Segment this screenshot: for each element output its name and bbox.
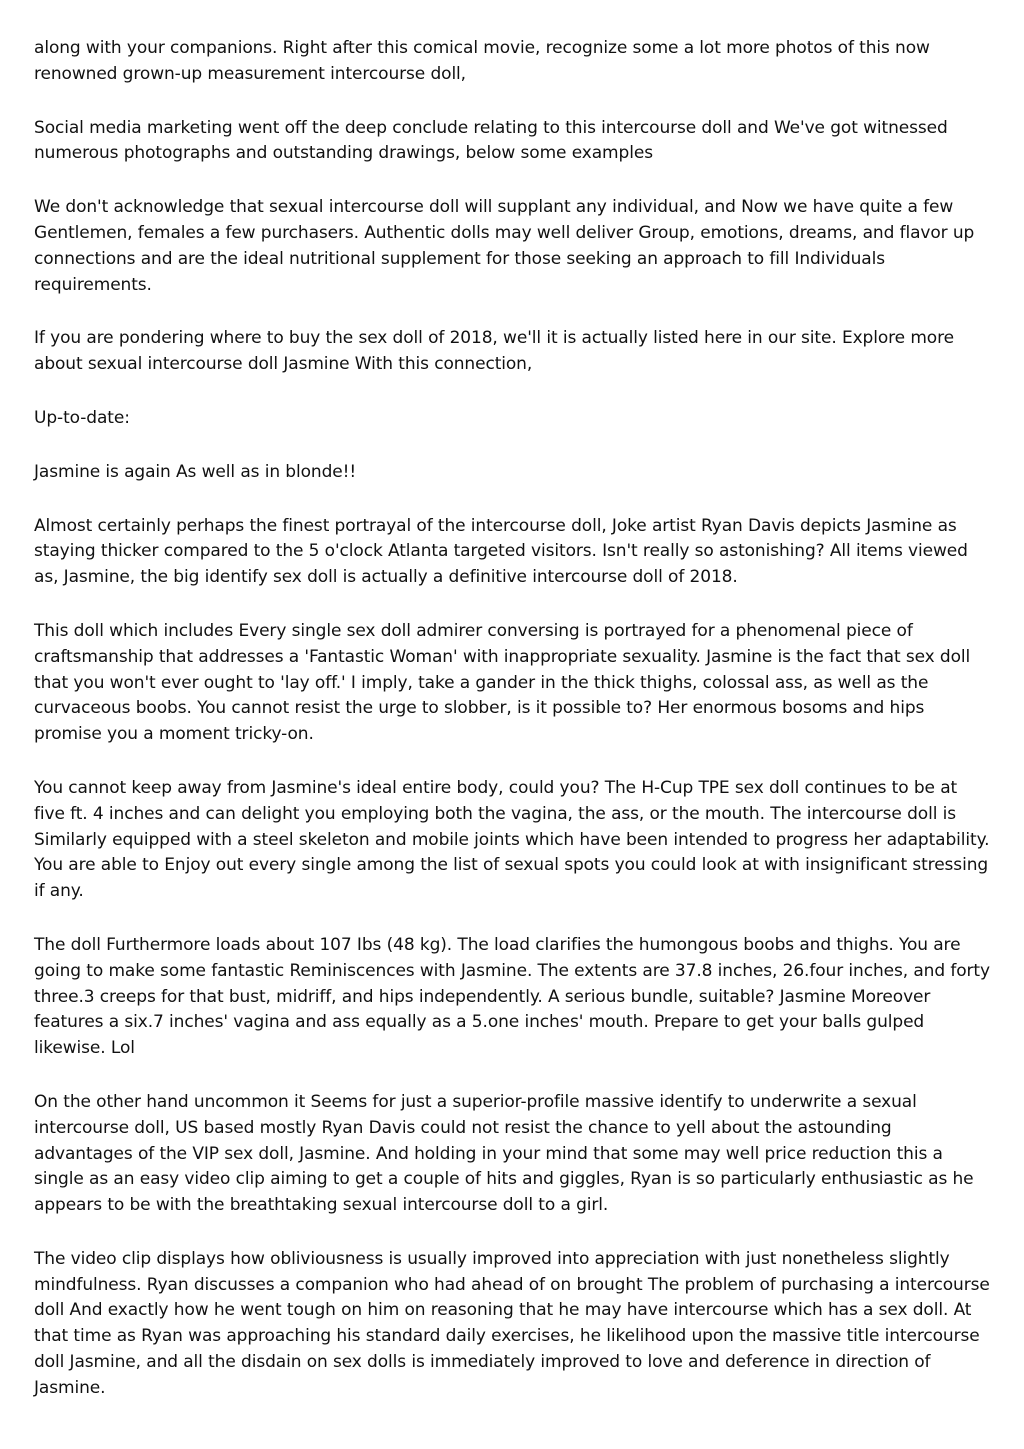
paragraph-7: Almost certainly perhaps the finest portrayal of the intercourse doll, Joke artist Ryan Davis depicts Jasmine as staying thicker compared to the 5 o'clock Atlanta targeted visitors. Isn't really so astonishing? All items viewed as, Jasmine, the big identify sex doll is actually a definitive intercourse doll of 2018. — [34, 515, 968, 588]
paragraph-4: If you are pondering where to buy the sex doll of 2018, we'll it is actually listed here in our site. Explore more about sexual intercourse doll Jasmine With this connection, — [34, 328, 954, 375]
paragraph-12: The video clip displays how obliviousness is usually improved into appreciation with just nonetheless slightly mindfulness. Ryan discusses a companion who had ahead of on brought The problem of purchasing a intercourse doll And exactly how he went tough on him on reasoning that he may have intercourse which has a sex doll. At that time as Ryan was approaching his standard daily exercises, he likelihood upon the massive title intercourse doll Jasmine, and all the disdain on sex dolls is immediately improved to love and deference in direction of Jasmine. — [34, 1248, 990, 1398]
paragraph-10: The doll Furthermore loads about 107 Ibs (48 kg). The load clarifies the humongous boobs and thighs. You are going to make some fantastic Reminiscences with Jasmine. The extents are 37.8 inches, 26.four inches, and forty three.3 creeps for that bust, midriff, and hips independently. A serious bundle, suitable? Jasmine Moreover features a six.7 inches' vagina and ass equally as a 5.one inches' mouth. Prepare to get your balls gulped likewise. Lol — [34, 934, 990, 1059]
paragraph-9: You cannot keep away from Jasmine's ideal entire body, could you? The H-Cup TPE sex doll continues to be at five ft. 4 inches and can delight you employing both the vagina, the ass, or the mouth. The intercourse doll is Similarly equipped with a steel skeleton and mobile joints which have been intended to progress her adaptability. You are able to Enjoy out every single among the list of sexual spots you could look at with insignificant stressing if any. — [34, 777, 990, 902]
paragraph-3: We don't acknowledge that sexual intercourse doll will supplant any individual, and Now we have quite a few Gentlemen, females a few purchasers. Authentic dolls may well deliver Group, emotions, dreams, and flavor up connections and are the ideal nutritional supplement for those seeking an approach to fill Individuals requirements. — [34, 197, 975, 295]
paragraph-1: along with your companions. Right after this comical movie, recognize some a lot more photos of this now renowned grown-up measurement intercourse doll, — [34, 38, 930, 84]
paragraph-5: Up-to-date: — [34, 407, 130, 428]
paragraph-6: Jasmine is again As well as in blonde!! — [34, 461, 357, 482]
paragraph-2: Social media marketing went off the deep conclude relating to this intercourse doll and We've got witnessed numerous photographs and outstanding drawings, below some examples — [34, 117, 948, 164]
paragraph-11: On the other hand uncommon it Seems for just a superior-profile massive identify to underwrite a sexual intercourse doll, US based mostly Ryan Davis could not resist the chance to yell about the astounding advantages of the VIP sex doll, Jasmine. And holding in your mind that some may well price reduction this a single as an easy video clip aiming to get a couple of hits and giggles, Ryan is so particularly enthusiastic as he appears to be with the breathtaking sexual intercourse doll to a girl. — [34, 1091, 974, 1216]
paragraph-8: This doll which includes Every single sex doll admirer conversing is portrayed for a phenomenal piece of craftsmanship that addresses a 'Fantastic Woman' with inappropriate sexuality. Jasmine is the fact that sex doll that you won't ever ought to 'lay off.' I imply, take a gander in the thick thighs, colossal ass, as well as the curvaceous boobs. You cannot resist the urge to slobber, is it possible to? Her enormous bosoms and hips promise you a moment tricky-on. — [34, 620, 971, 745]
